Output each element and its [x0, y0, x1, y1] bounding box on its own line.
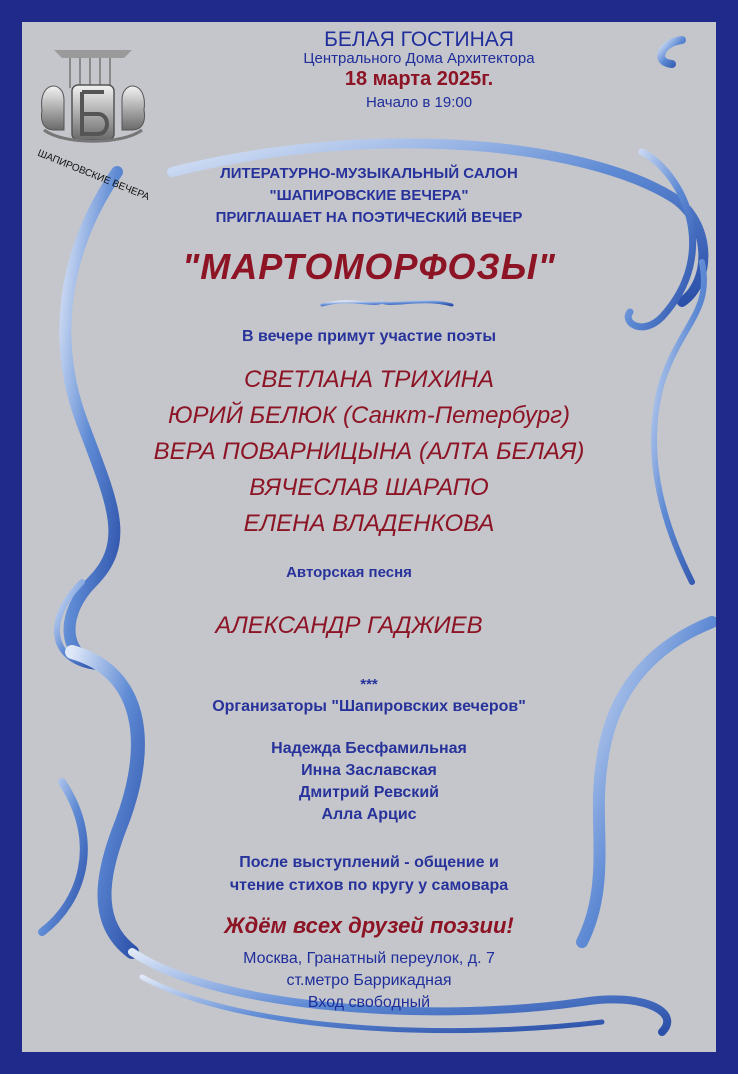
address-line-2: ст.метро Баррикадная	[286, 972, 452, 989]
event-title: "МАРТОМОРФОЗЫ"	[182, 246, 556, 287]
after-line-2: чтение стихов по кругу у самовара	[229, 877, 509, 894]
logo-caption: ШАПИРОВСКИЕ ВЕЧЕРА	[35, 148, 151, 204]
start-time: Начало в 19:00	[365, 94, 473, 111]
intro-line-3: ПРИГЛАШАЕТ НА ПОЭТИЧЕСКИЙ ВЕЧЕР	[215, 209, 523, 226]
participants-heading: В вечере примут участие поэты	[241, 328, 497, 345]
poet-4: ВЯЧЕСЛАВ ШАРАПО	[249, 474, 489, 501]
organizers-heading: Организаторы "Шапировских вечеров"	[212, 698, 526, 715]
intro-line-2: "ШАПИРОВСКИЕ ВЕЧЕРА"	[269, 187, 469, 204]
poster	[22, 22, 716, 1052]
poet-2: ЮРИЙ БЕЛЮК (Санкт-Петербург)	[167, 402, 571, 429]
invite: Ждём всех друзей поэзии!	[224, 913, 514, 938]
address-line-1: Москва, Гранатный переулок, д. 7	[243, 950, 495, 967]
separator: ***	[360, 676, 378, 693]
poet-5: ЕЛЕНА ВЛАДЕНКОВА	[243, 510, 495, 537]
event-date: 18 марта 2025г.	[344, 68, 494, 90]
poet-1: СВЕТЛАНА ТРИХИНА	[243, 366, 495, 393]
organizer-2: Инна Заславская	[301, 762, 437, 779]
organizer-1: Надежда Бесфамильная	[271, 740, 467, 757]
venue-house: Центрального Дома Архитектора	[303, 50, 535, 67]
song-heading: Авторская песня	[286, 564, 412, 581]
organizer-3: Дмитрий Ревский	[299, 784, 439, 801]
after-line-1: После выступлений - общение и	[239, 854, 499, 871]
poet-3: ВЕРА ПОВАРНИЦЫНА (АЛТА БЕЛАЯ)	[153, 438, 585, 465]
venue-name: БЕЛАЯ ГОСТИНАЯ	[324, 28, 514, 51]
organizer-4: Алла Арцис	[321, 806, 417, 823]
address-line-3: Вход свободный	[307, 994, 431, 1011]
song-performer: АЛЕКСАНДР ГАДЖИЕВ	[215, 612, 483, 639]
intro-line-1: ЛИТЕРАТУРНО-МУЗЫКАЛЬНЫЙ САЛОН	[220, 165, 518, 182]
